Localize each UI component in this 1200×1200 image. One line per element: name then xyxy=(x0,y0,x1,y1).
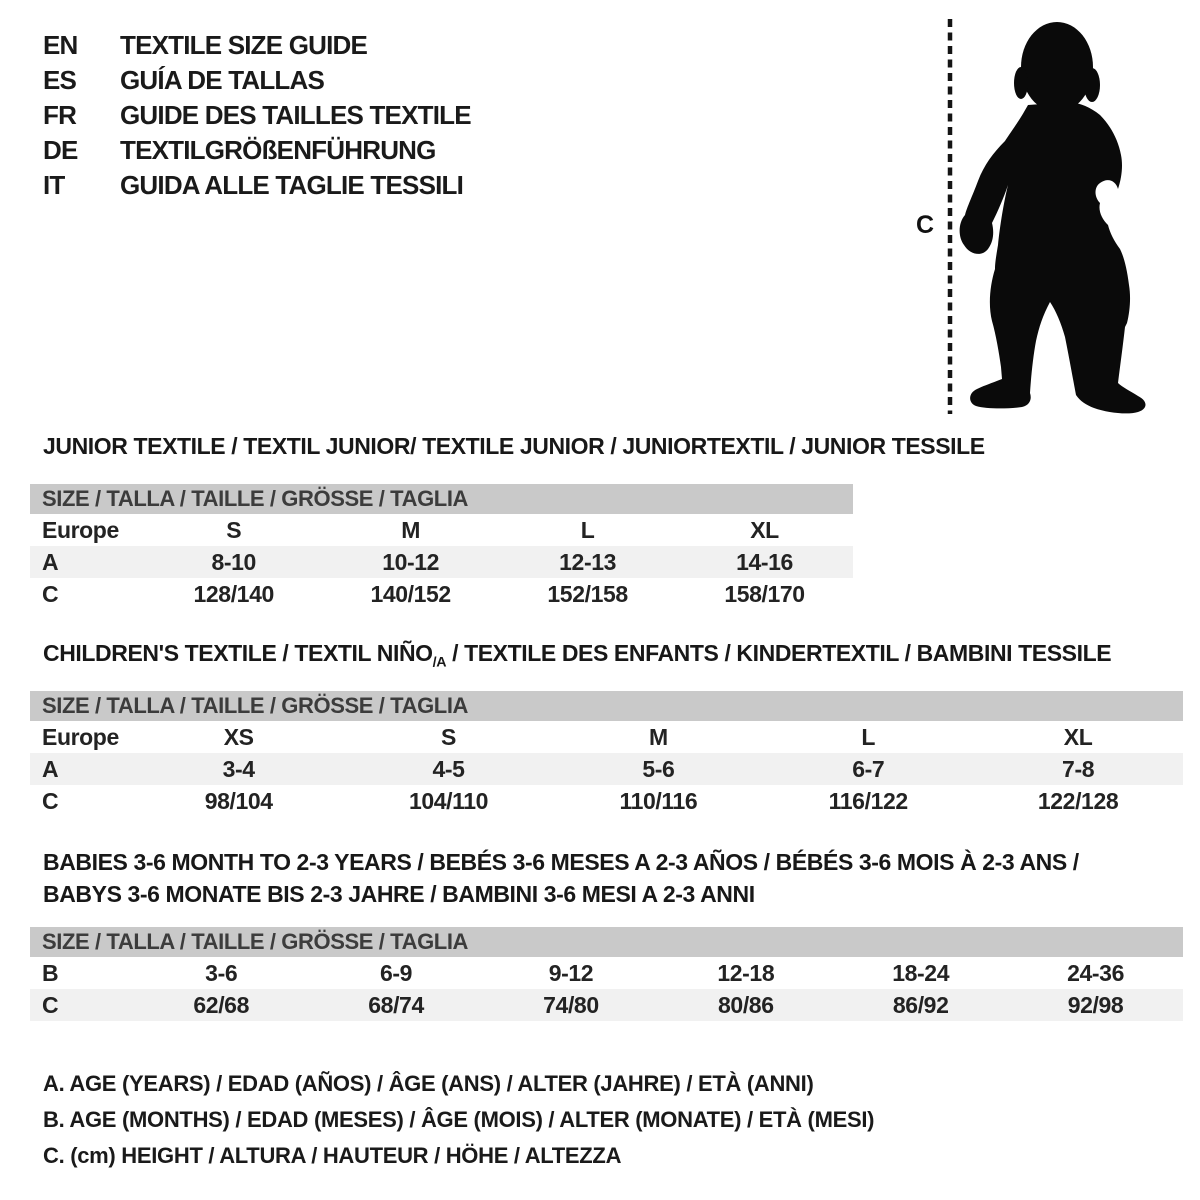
language-title-list xyxy=(43,28,471,203)
value-cell: 62/68 xyxy=(193,991,249,1018)
table-row xyxy=(30,546,853,578)
size-cell: XL xyxy=(1063,723,1093,750)
size-cell: L xyxy=(861,723,876,750)
value-cell: 98/104 xyxy=(204,787,273,814)
value-cell: 80/86 xyxy=(718,991,774,1018)
babies-size-table xyxy=(30,927,1183,1021)
title-de: TEXTILGRÖßENFÜHRUNG xyxy=(120,135,436,165)
value-cell: 24-36 xyxy=(1067,959,1124,986)
size-cell: M xyxy=(401,516,421,543)
legend-age-months: B. AGE (MONTHS) / EDAD (MESES) / ÂGE (MOIS) / ALTER (MONATE) / ETÀ (MESI) xyxy=(43,1107,875,1132)
measurement-legend xyxy=(43,1066,874,1174)
row-label: A xyxy=(42,548,59,575)
value-cell: 140/152 xyxy=(370,580,451,607)
children-section-title xyxy=(43,640,1111,676)
row-label: C xyxy=(42,787,59,814)
table-row xyxy=(30,989,1183,1021)
lang-code-es: ES xyxy=(43,65,77,95)
value-cell: 122/128 xyxy=(1037,787,1119,814)
babies-title-line1: BABIES 3-6 MONTH TO 2-3 YEARS / BEBÉS 3-6 MESES A 2-3 AÑOS / BÉBÉS 3-6 MOIS À 2-3 ANS / xyxy=(43,849,1079,875)
children-size-header-bar: SIZE / TALLA / TAILLE / GRÖSSE / TAGLIA xyxy=(30,691,1183,721)
row-label: A xyxy=(42,755,59,782)
size-cell: S xyxy=(226,516,242,543)
children-title-post: / TEXTILE DES ENFANTS / KINDERTEXTIL / BAMBINI TESSILE xyxy=(446,640,1112,666)
junior-size-header-bar: SIZE / TALLA / TAILLE / GRÖSSE / TAGLIA xyxy=(30,484,853,514)
lang-code-fr: FR xyxy=(43,100,77,130)
row-label: C xyxy=(42,991,59,1018)
table-row xyxy=(30,957,1183,989)
title-es: GUÍA DE TALLAS xyxy=(120,65,325,95)
value-cell: 4-5 xyxy=(432,755,465,782)
table-row xyxy=(30,721,1183,753)
value-cell: 5-6 xyxy=(642,755,675,782)
title-it: GUIDA ALLE TAGLIE TESSILI xyxy=(120,170,464,200)
table-row xyxy=(30,578,853,610)
legend-age-years: A. AGE (YEARS) / EDAD (AÑOS) / ÂGE (ANS) / ALTER (JAHRE) / ETÀ (ANNI) xyxy=(43,1071,814,1096)
value-cell: 92/98 xyxy=(1067,991,1124,1018)
title-en: TEXTILE SIZE GUIDE xyxy=(120,30,368,60)
value-cell: 18-24 xyxy=(892,959,950,986)
value-cell: 3-6 xyxy=(205,959,238,986)
value-cell: 74/80 xyxy=(543,991,599,1018)
lang-code-it: IT xyxy=(43,170,65,200)
value-cell: 68/74 xyxy=(368,991,424,1018)
value-cell: 6-9 xyxy=(380,959,413,986)
table-row xyxy=(30,514,853,546)
row-label: Europe xyxy=(42,516,119,543)
row-label: C xyxy=(42,580,59,607)
size-cell: L xyxy=(580,516,595,543)
measure-c-label: C xyxy=(916,211,935,239)
value-cell: 3-4 xyxy=(222,755,255,782)
title-fr: GUIDE DES TAILLES TEXTILE xyxy=(120,100,471,130)
value-cell: 158/170 xyxy=(724,580,805,607)
value-cell: 9-12 xyxy=(548,959,594,986)
value-cell: 12-13 xyxy=(559,548,616,575)
lang-code-de: DE xyxy=(43,135,78,165)
children-title-pre: CHILDREN'S TEXTILE / TEXTIL NIÑO xyxy=(43,640,433,666)
value-cell: 128/140 xyxy=(193,580,274,607)
children-title-sub: /A xyxy=(432,654,447,671)
size-cell: M xyxy=(648,723,668,750)
value-cell: 8-10 xyxy=(211,548,256,575)
value-cell: 6-7 xyxy=(852,755,885,782)
lang-code-en: EN xyxy=(43,30,78,60)
babies-size-header-bar: SIZE / TALLA / TAILLE / GRÖSSE / TAGLIA xyxy=(30,927,1183,957)
value-cell: 152/158 xyxy=(547,580,628,607)
value-cell: 7-8 xyxy=(1062,755,1095,782)
junior-size-table xyxy=(30,484,853,610)
size-cell: XS xyxy=(223,723,254,750)
legend-height-cm: C. (cm) HEIGHT / ALTURA / HAUTEUR / HÖHE / ALTEZZA xyxy=(43,1143,622,1168)
value-cell: 10-12 xyxy=(382,548,440,575)
row-label: B xyxy=(42,959,59,986)
table-row xyxy=(30,753,1183,785)
table-row xyxy=(30,785,1183,817)
value-cell: 116/122 xyxy=(828,787,908,814)
size-cell: S xyxy=(441,723,456,750)
size-cell: XL xyxy=(750,516,779,543)
value-cell: 14-16 xyxy=(736,548,793,575)
value-cell: 110/116 xyxy=(619,787,698,814)
value-cell: 104/110 xyxy=(408,787,489,814)
value-cell: 12-18 xyxy=(717,959,775,986)
babies-title-line2: BABYS 3-6 MONATE BIS 2-3 JAHRE / BAMBINI 3-6 MESI A 2-3 ANNI xyxy=(43,881,755,907)
junior-section-title: JUNIOR TEXTILE / TEXTIL JUNIOR/ TEXTILE JUNIOR / JUNIORTEXTIL / JUNIOR TESSILE xyxy=(43,433,985,459)
row-label: Europe xyxy=(42,723,119,750)
babies-section-title xyxy=(43,846,1079,910)
children-size-table xyxy=(30,691,1183,817)
value-cell: 86/92 xyxy=(892,991,949,1018)
height-figure xyxy=(880,5,1180,425)
